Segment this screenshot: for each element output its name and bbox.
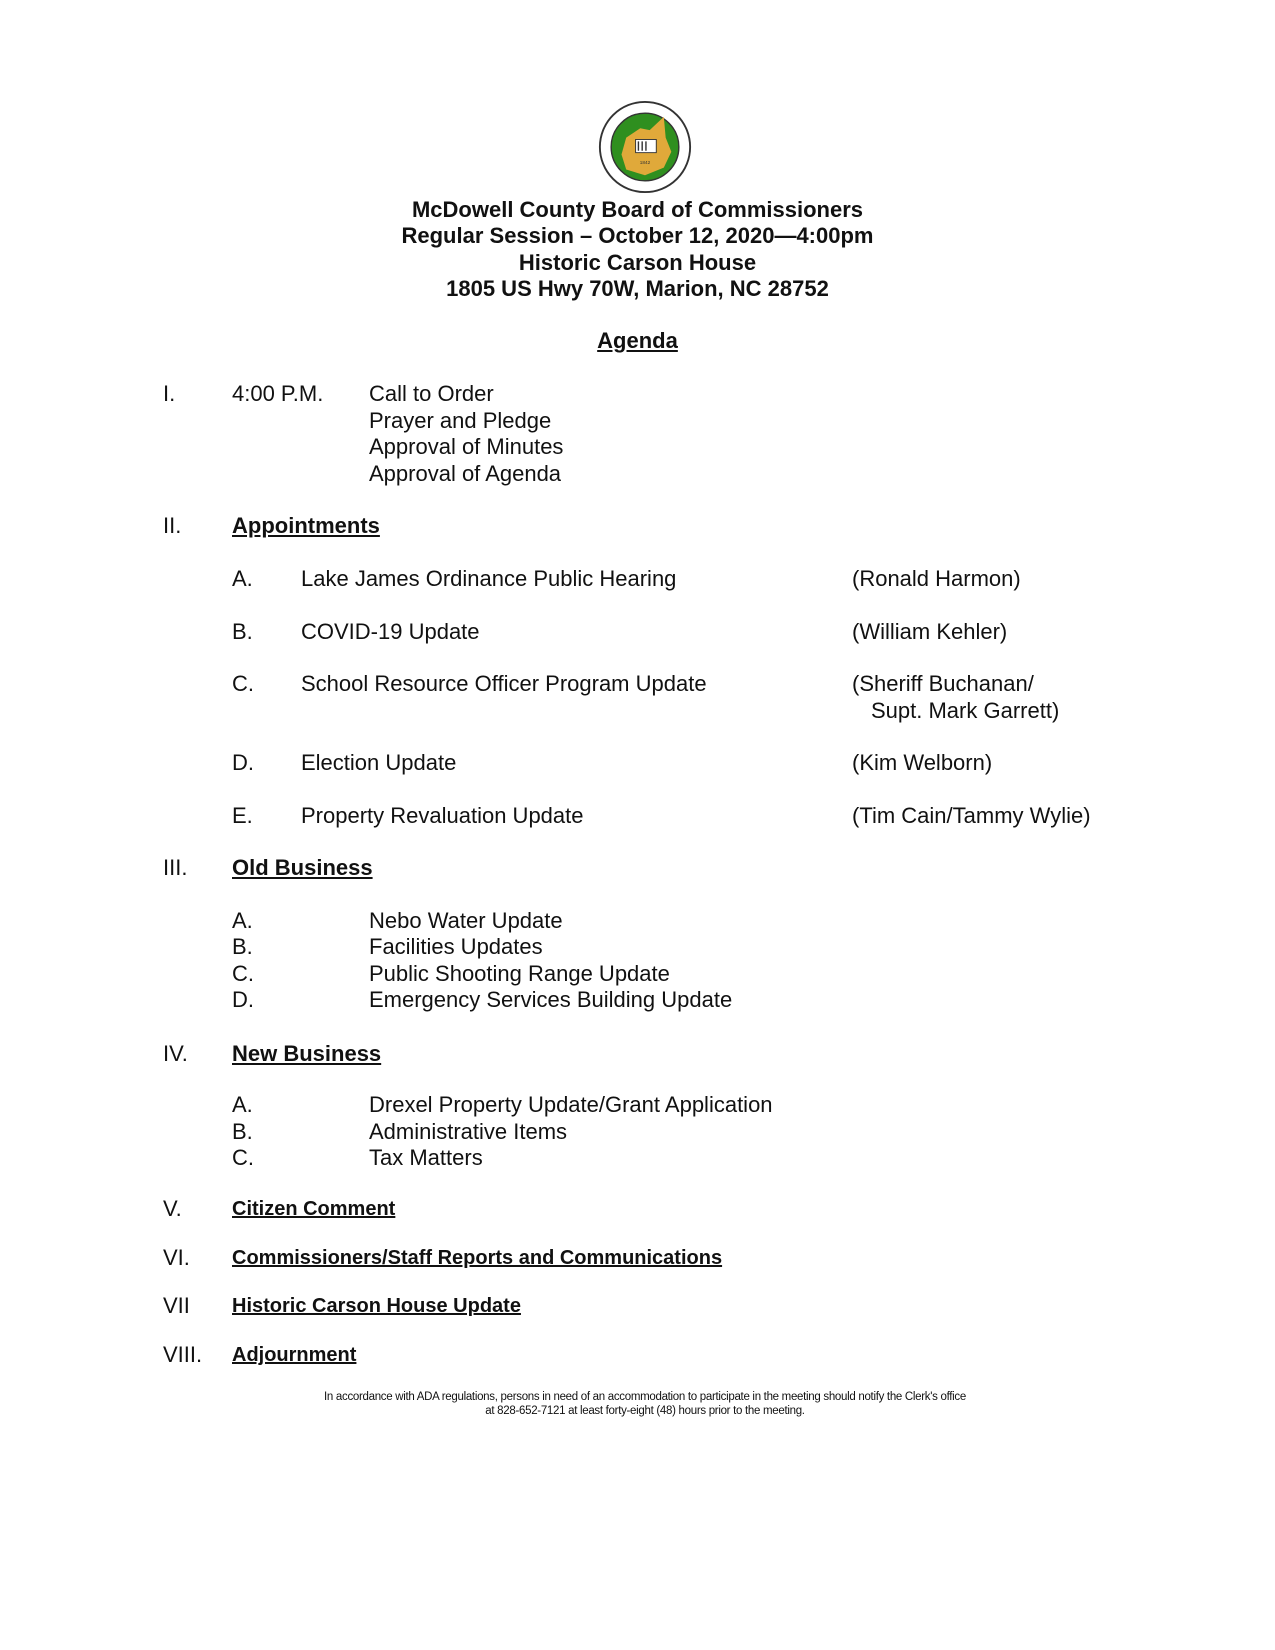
item-letter: B. <box>232 1119 253 1144</box>
section-title: Appointments <box>232 513 380 538</box>
section-number: V. <box>163 1196 182 1221</box>
item-letter: C. <box>232 671 254 696</box>
item-speaker: (Kim Welborn) <box>852 750 993 775</box>
item-speaker: (Sheriff Buchanan/ <box>852 671 1034 696</box>
county-seal-logo <box>598 100 692 194</box>
section-title: Commissioners/Staff Reports and Communications <box>232 1247 723 1269</box>
item-speaker: (Ronald Harmon) <box>852 566 1021 591</box>
section-title: Old Business <box>232 855 373 880</box>
section-number: VII <box>163 1293 190 1318</box>
header-line-4: 1805 US Hwy 70W, Marion, NC 28752 <box>446 276 829 301</box>
section-number: VI. <box>163 1245 190 1270</box>
item-letter: E. <box>232 803 253 828</box>
item-speaker: (William Kehler) <box>852 619 1008 644</box>
agenda-item: Public Shooting Range Update <box>369 961 670 986</box>
section-title: New Business <box>232 1041 382 1066</box>
agenda-item: Prayer and Pledge <box>369 408 552 433</box>
agenda-title: Agenda <box>597 328 678 353</box>
section-number: VIII. <box>163 1342 203 1367</box>
section-title: Adjournment <box>232 1344 357 1366</box>
item-letter: D. <box>232 750 254 775</box>
agenda-item: Property Revaluation Update <box>301 803 584 828</box>
section-time: 4:00 P.M. <box>232 381 324 406</box>
section-number: II. <box>163 513 182 538</box>
header-line-1: McDowell County Board of Commissioners <box>411 197 864 222</box>
item-speaker: Supt. Mark Garrett) <box>871 698 1060 723</box>
item-letter: B. <box>232 619 253 644</box>
agenda-item: School Resource Officer Program Update <box>301 671 707 696</box>
agenda-item: Nebo Water Update <box>369 908 563 933</box>
item-letter: A. <box>232 1092 253 1117</box>
ada-notice-line-1: In accordance with ADA regulations, persons in need of an accommodation to participate in the meeting should notify the Clerk's office <box>324 1391 966 1403</box>
agenda-item: Election Update <box>301 750 457 775</box>
header-line-3: Historic Carson House <box>518 250 757 275</box>
agenda-item: Emergency Services Building Update <box>369 987 733 1012</box>
item-letter: C. <box>232 1145 254 1170</box>
section-number: IV. <box>163 1041 188 1066</box>
item-letter: B. <box>232 934 253 959</box>
item-letter: A. <box>232 908 253 933</box>
item-speaker: (Tim Cain/Tammy Wylie) <box>852 803 1091 828</box>
ada-notice-line-2: at 828-652-7121 at least forty-eight (48) hours prior to the meeting. <box>485 1405 805 1417</box>
agenda-item: Call to Order <box>369 381 494 406</box>
svg-text:1842: 1842 <box>639 159 651 165</box>
agenda-item: Approval of Agenda <box>369 461 562 486</box>
item-letter: D. <box>232 987 254 1012</box>
agenda-item: Lake James Ordinance Public Hearing <box>301 566 677 591</box>
agenda-item: Drexel Property Update/Grant Application <box>369 1092 773 1117</box>
section-number: I. <box>163 381 176 406</box>
item-letter: C. <box>232 961 254 986</box>
section-title: Historic Carson House Update <box>232 1295 521 1317</box>
item-letter: A. <box>232 566 253 591</box>
section-number: III. <box>163 855 188 880</box>
agenda-item: Facilities Updates <box>369 934 543 959</box>
section-title: Citizen Comment <box>232 1198 396 1220</box>
agenda-item: Approval of Minutes <box>369 434 564 459</box>
agenda-item: COVID-19 Update <box>301 619 480 644</box>
agenda-item: Administrative Items <box>369 1119 568 1144</box>
header-line-2: Regular Session – October 12, 2020—4:00pm <box>401 223 874 248</box>
agenda-item: Tax Matters <box>369 1145 483 1170</box>
